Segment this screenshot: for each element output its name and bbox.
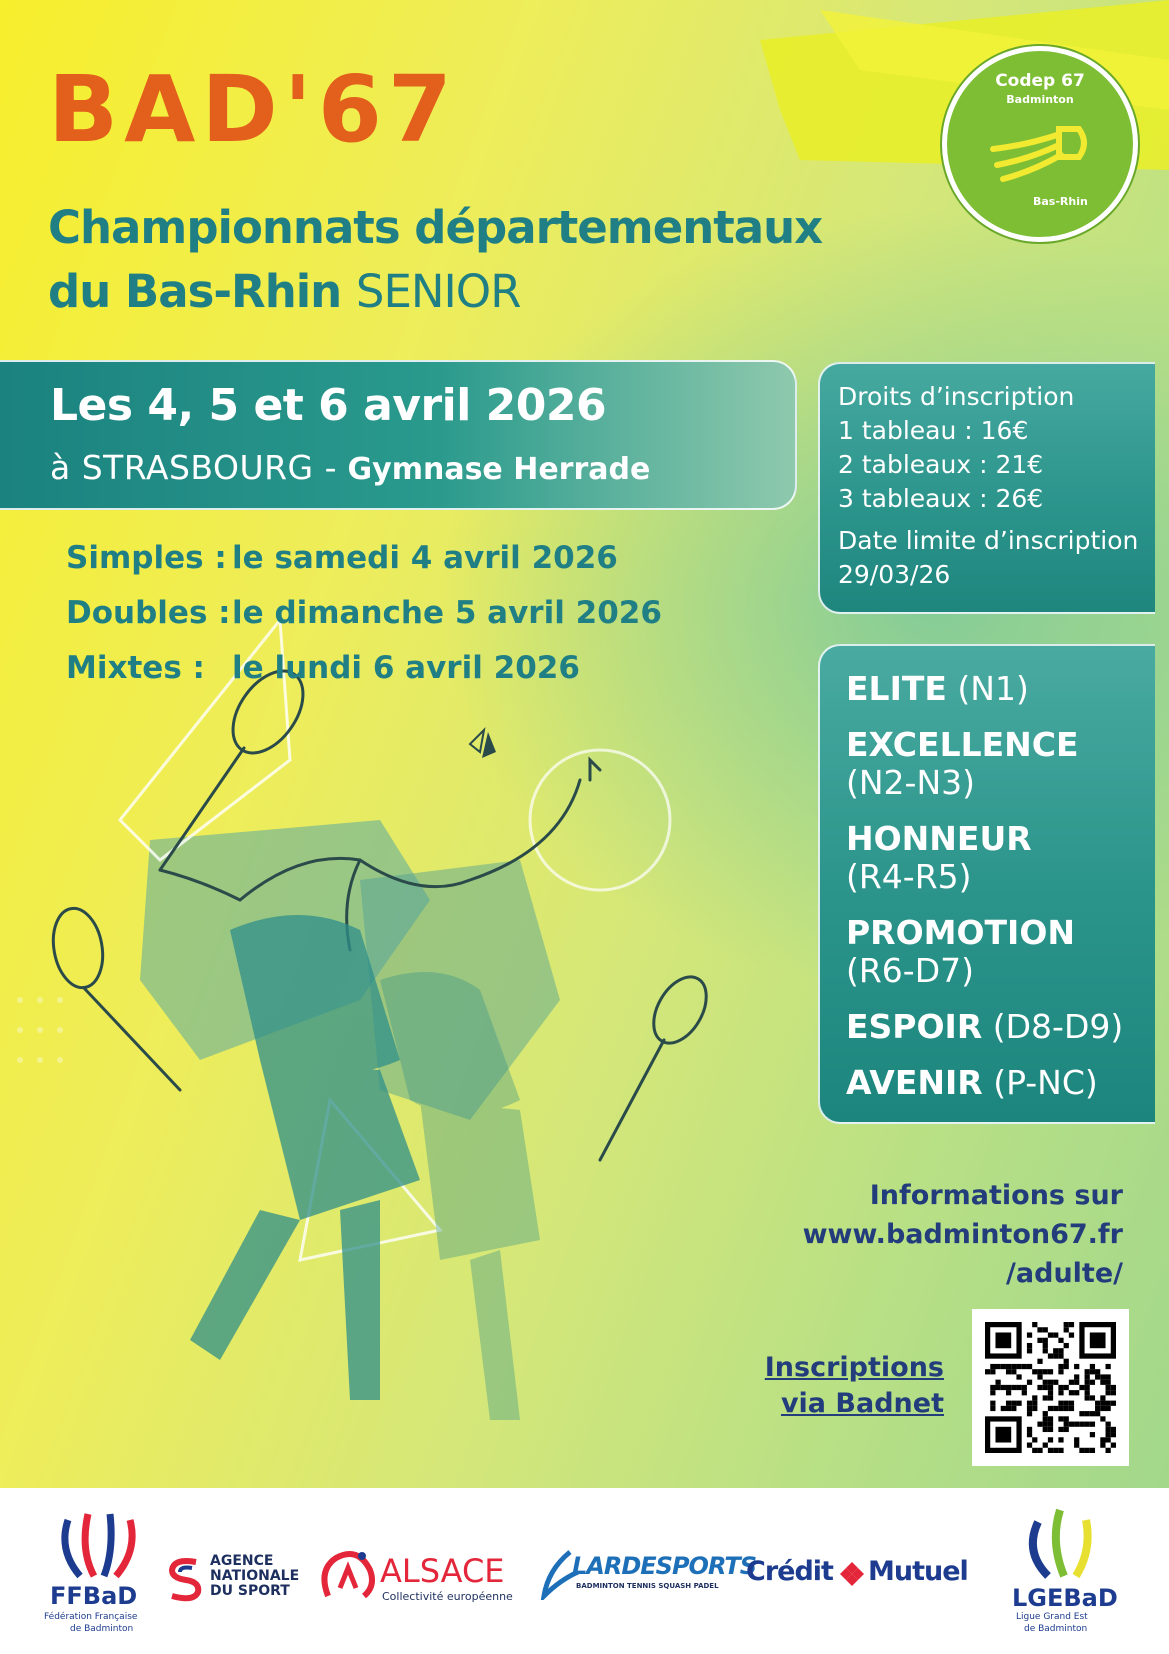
- category-item: [846, 1008, 1155, 1046]
- ans-logo: [166, 1554, 306, 1614]
- lgebad-sub-1: Ligue Grand Est: [1016, 1612, 1088, 1622]
- schedule-row: [66, 591, 706, 646]
- fees-heading: Droits d’inscription: [838, 382, 1075, 411]
- schedule-date: le lundi 6 avril 2026: [232, 650, 580, 686]
- schedule-row: [66, 536, 706, 591]
- fees-panel: [818, 362, 1155, 614]
- credit-mutuel-logo: [746, 1556, 976, 1596]
- category-item: [846, 914, 1155, 990]
- schedule-label: Mixtes :: [66, 650, 205, 686]
- codep-logo-subtitle: Badminton: [1006, 93, 1074, 106]
- date-banner: [0, 360, 797, 510]
- title-line-2: [48, 260, 948, 324]
- brand-name: BAD'67: [48, 56, 458, 163]
- registration-line-1[interactable]: Inscriptions: [764, 1352, 944, 1383]
- ffbad-name: FFBaD: [50, 1582, 138, 1610]
- category-item: [846, 820, 1155, 896]
- info-block: [803, 1176, 1123, 1293]
- lardesports-name: LARDESPORTS: [572, 1552, 756, 1580]
- info-label: Informations sur: [869, 1180, 1123, 1211]
- codep-logo: [942, 46, 1138, 242]
- lgebad-logo: [996, 1502, 1126, 1642]
- category-name: HONNEUR: [846, 819, 1032, 858]
- ans-line-3: DU SPORT: [210, 1583, 290, 1599]
- codep-logo-title: Codep 67: [995, 71, 1085, 91]
- ffbad-logo: [44, 1510, 154, 1640]
- categories-panel: [818, 644, 1155, 1124]
- ffbad-feathers-icon: [58, 1510, 138, 1580]
- alsace-a-icon: [318, 1550, 376, 1600]
- lardesports-logo: [540, 1550, 756, 1610]
- category-level: (D8-D9): [992, 1007, 1124, 1046]
- website-path[interactable]: /adulte/: [1006, 1258, 1123, 1289]
- schedule-label: Simples :: [66, 540, 227, 576]
- brand-logo: [48, 56, 688, 163]
- event-venue: Gymnase Herrade: [347, 452, 651, 487]
- deadline-label: Date limite d’inscription: [838, 526, 1139, 555]
- qr-code-icon: [985, 1322, 1116, 1453]
- alsace-sub: Collectivité européenne: [382, 1590, 513, 1603]
- fee-item: 3 tableaux : 26€: [838, 484, 1044, 513]
- qr-code[interactable]: [972, 1309, 1129, 1466]
- event-dates: Les 4, 5 et 6 avril 2026: [50, 380, 607, 431]
- badnet-registration-link[interactable]: [760, 1350, 944, 1422]
- page-title: [48, 196, 948, 324]
- event-location: [50, 444, 650, 494]
- category-item: [846, 726, 1155, 802]
- ans-line-1: AGENCE: [210, 1553, 274, 1569]
- credit-mutuel-part-1: Crédit: [746, 1556, 833, 1587]
- category-level: (P-NC): [993, 1063, 1098, 1102]
- credit-mutuel-part-2: Mutuel: [868, 1556, 968, 1587]
- lgebad-name: LGEBaD: [1012, 1584, 1118, 1612]
- fee-item: 2 tableaux : 21€: [838, 450, 1044, 479]
- alsace-logo: [318, 1550, 518, 1610]
- title-region: du Bas-Rhin: [48, 265, 342, 318]
- lardesports-sub: BADMINTON TENNIS SQUASH PADEL: [576, 1582, 719, 1590]
- category-level: (N2-N3): [846, 763, 976, 802]
- credit-mutuel-cross-icon: [838, 1560, 866, 1588]
- schedule-date: le samedi 4 avril 2026: [232, 540, 618, 576]
- codep-logo-region: Bas-Rhin: [1033, 195, 1088, 208]
- category-name: ELITE: [846, 669, 947, 708]
- alsace-name: ALSACE: [380, 1552, 505, 1590]
- category-level: (R4-R5): [846, 857, 972, 896]
- schedule: [66, 536, 706, 701]
- ans-line-2: NATIONALE: [210, 1568, 300, 1584]
- title-line-1: Championnats départementaux: [48, 201, 823, 254]
- title-category: SENIOR: [355, 265, 521, 318]
- category-name: ESPOIR: [846, 1007, 983, 1046]
- ffbad-sub-1: Fédération Française: [44, 1612, 138, 1622]
- ffbad-sub-2: de Badminton: [70, 1624, 134, 1634]
- category-name: PROMOTION: [846, 913, 1076, 952]
- lgebad-feathers-icon: [1020, 1502, 1100, 1582]
- category-item: [846, 670, 1155, 708]
- schedule-label: Doubles :: [66, 595, 231, 631]
- fee-item: 1 tableau : 16€: [838, 416, 1029, 445]
- sponsors-bar: [0, 1488, 1169, 1654]
- website-link[interactable]: www.badminton67.fr: [802, 1219, 1123, 1250]
- deadline-date: 29/03/26: [838, 560, 951, 589]
- category-level: (R6-D7): [846, 951, 974, 990]
- lgebad-sub-2: de Badminton: [1024, 1624, 1088, 1634]
- registration-line-2[interactable]: via Badnet: [780, 1388, 944, 1419]
- category-level: (N1): [957, 669, 1029, 708]
- category-name: AVENIR: [846, 1063, 983, 1102]
- event-city: à STRASBOURG -: [50, 448, 338, 487]
- category-item: [846, 1064, 1155, 1102]
- schedule-row: [66, 646, 706, 701]
- schedule-date: le dimanche 5 avril 2026: [232, 595, 662, 631]
- category-name: EXCELLENCE: [846, 725, 1079, 764]
- ans-s-icon: [166, 1556, 204, 1602]
- shuttlecock-icon: [987, 115, 1097, 195]
